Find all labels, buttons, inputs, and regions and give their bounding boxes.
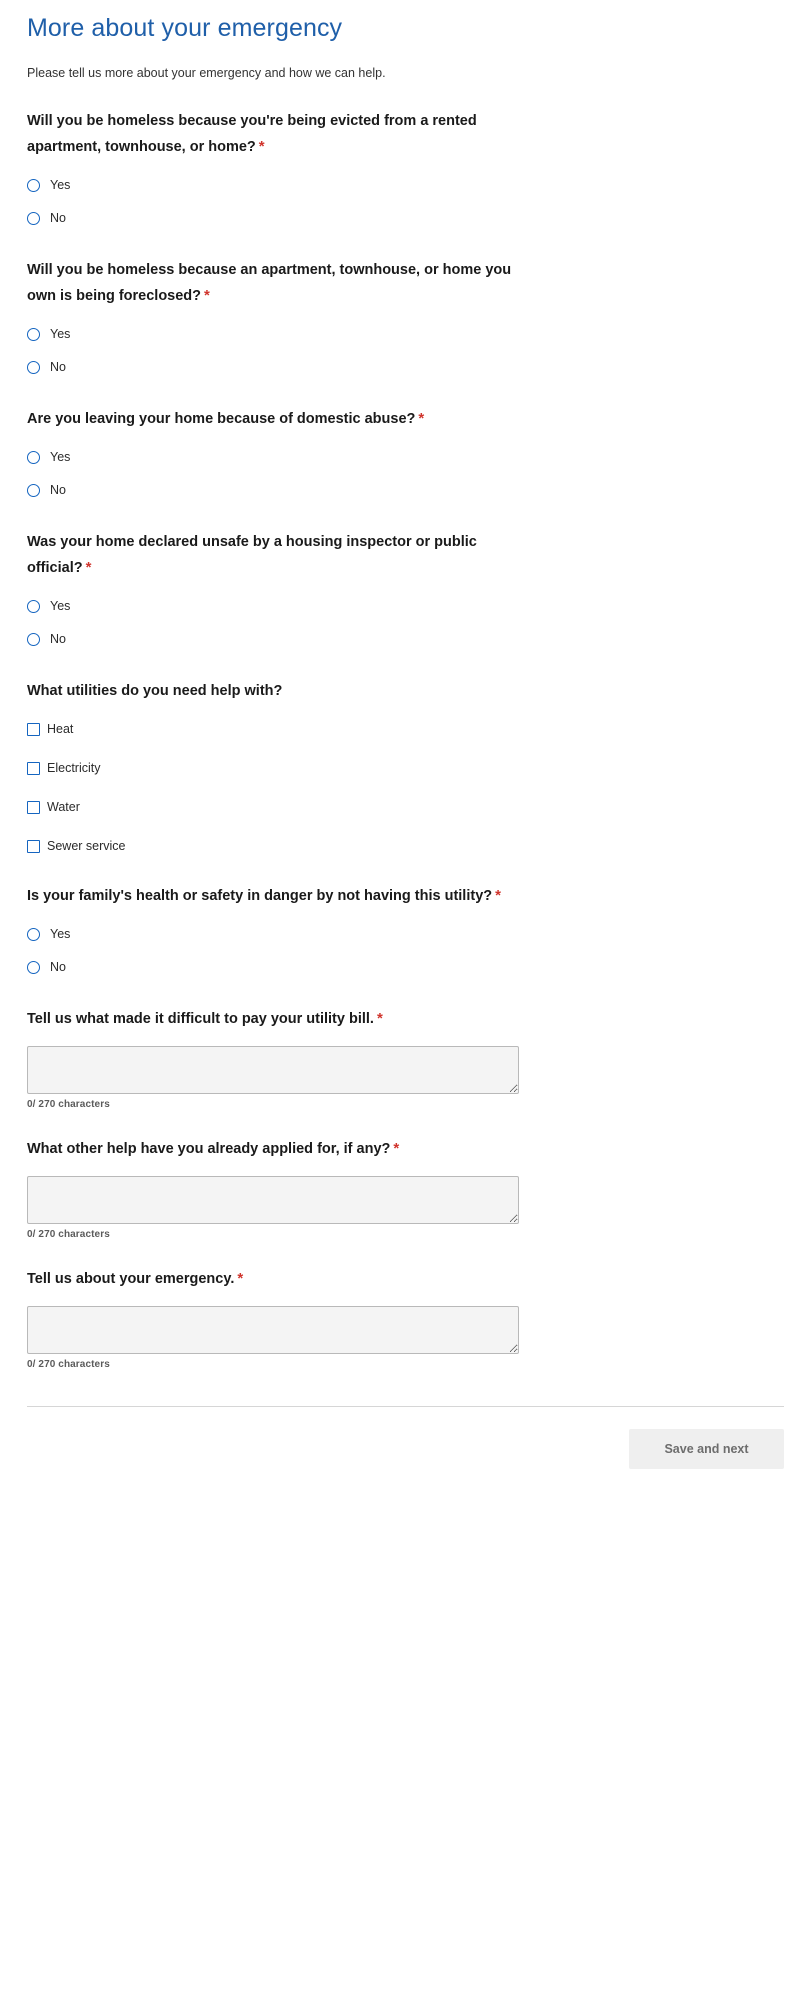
- checkbox-option-label: Sewer service: [47, 839, 126, 853]
- question-label: [27, 257, 517, 309]
- radio-icon[interactable]: [27, 361, 40, 374]
- radio-option-label: No: [50, 211, 66, 225]
- question-label: [27, 678, 517, 704]
- textarea-wrap: [27, 1306, 784, 1370]
- radio-option-yes[interactable]: [27, 593, 784, 619]
- checkbox-option-heat[interactable]: [27, 716, 784, 742]
- about-emergency-textarea[interactable]: [27, 1306, 519, 1354]
- checkbox-icon[interactable]: [27, 801, 40, 814]
- page-intro: Please tell us more about your emergency and how we can help.: [27, 66, 386, 80]
- radio-icon[interactable]: [27, 179, 40, 192]
- save-and-next-button[interactable]: Save and next: [629, 1429, 784, 1469]
- question-text: Is your family's health or safety in danger by not having this utility?: [27, 888, 493, 904]
- radio-icon[interactable]: [27, 928, 40, 941]
- required-marker: *: [418, 410, 425, 427]
- question-label: [27, 1266, 517, 1292]
- radio-group-eviction: [27, 172, 784, 231]
- radio-icon[interactable]: [27, 328, 40, 341]
- checkbox-option-label: Heat: [47, 722, 74, 736]
- required-marker: *: [393, 1140, 400, 1157]
- radio-option-yes[interactable]: [27, 921, 784, 947]
- radio-option-yes[interactable]: [27, 172, 784, 198]
- checkbox-group-utilities: [27, 716, 784, 859]
- question-label: [27, 108, 517, 160]
- radio-icon[interactable]: [27, 484, 40, 497]
- character-counter: 0/ 270 characters: [27, 1359, 110, 1370]
- checkbox-option-label: Electricity: [47, 761, 101, 775]
- question-utilities: [27, 678, 784, 859]
- radio-option-no[interactable]: [27, 626, 784, 652]
- question-other-help: [27, 1136, 784, 1240]
- radio-option-label: Yes: [50, 450, 71, 464]
- question-label: [27, 1006, 517, 1032]
- checkbox-option-sewer-service[interactable]: [27, 833, 784, 859]
- question-home-unsafe: [27, 529, 784, 652]
- page-title: More about your emergency: [27, 14, 343, 42]
- radio-group-domestic-abuse: [27, 444, 784, 503]
- radio-icon[interactable]: [27, 212, 40, 225]
- radio-option-label: Yes: [50, 327, 71, 341]
- question-label: [27, 1136, 517, 1162]
- question-text: Tell us what made it difficult to pay your utility bill.: [27, 1011, 374, 1027]
- question-text: What utilities do you need help with?: [27, 683, 283, 699]
- checkbox-icon[interactable]: [27, 723, 40, 736]
- radio-group-foreclosure: [27, 321, 784, 380]
- checkbox-option-water[interactable]: [27, 794, 784, 820]
- required-marker: *: [495, 887, 501, 904]
- question-label: [27, 529, 517, 581]
- radio-option-label: No: [50, 960, 66, 974]
- character-counter: 0/ 270 characters: [27, 1099, 110, 1110]
- question-label: [27, 406, 517, 432]
- radio-option-label: No: [50, 360, 66, 374]
- character-counter: 0/ 270 characters: [27, 1229, 110, 1240]
- question-foreclosure: [27, 257, 784, 380]
- radio-icon[interactable]: [27, 961, 40, 974]
- radio-option-no[interactable]: [27, 954, 784, 980]
- question-domestic-abuse: [27, 406, 784, 503]
- difficulty-paying-textarea[interactable]: [27, 1046, 519, 1094]
- radio-option-label: Yes: [50, 927, 71, 941]
- checkbox-icon[interactable]: [27, 762, 40, 775]
- radio-option-yes[interactable]: [27, 321, 784, 347]
- radio-option-label: No: [50, 483, 66, 497]
- question-about-emergency: [27, 1266, 784, 1370]
- required-marker: *: [85, 559, 92, 576]
- required-marker: *: [376, 1010, 383, 1027]
- other-help-textarea[interactable]: [27, 1176, 519, 1224]
- radio-icon[interactable]: [27, 451, 40, 464]
- radio-option-label: Yes: [50, 599, 71, 613]
- question-text: What other help have you already applied for, if any?: [27, 1141, 391, 1157]
- radio-group-home-unsafe: [27, 593, 784, 652]
- required-marker: *: [237, 1270, 244, 1287]
- radio-option-no[interactable]: [27, 354, 784, 380]
- radio-icon[interactable]: [27, 600, 40, 613]
- radio-option-yes[interactable]: [27, 444, 784, 470]
- textarea-wrap: [27, 1176, 784, 1240]
- question-text: Tell us about your emergency.: [27, 1271, 235, 1287]
- radio-option-no[interactable]: [27, 477, 784, 503]
- radio-option-no[interactable]: [27, 205, 784, 231]
- radio-group-health-safety-danger: [27, 921, 784, 980]
- textarea-wrap: [27, 1046, 784, 1110]
- checkbox-option-label: Water: [47, 800, 80, 814]
- checkbox-option-electricity[interactable]: [27, 755, 784, 781]
- required-marker: *: [258, 138, 265, 155]
- question-health-safety-danger: [27, 883, 784, 980]
- checkbox-icon[interactable]: [27, 840, 40, 853]
- radio-option-label: Yes: [50, 178, 71, 192]
- question-text: Are you leaving your home because of domestic abuse?: [27, 411, 416, 427]
- question-eviction: [27, 108, 784, 231]
- question-difficulty-paying: [27, 1006, 784, 1110]
- question-text: Will you be homeless because an apartment, townhouse, or home you own is being foreclosed?: [27, 262, 512, 304]
- radio-icon[interactable]: [27, 633, 40, 646]
- question-label: [27, 883, 517, 909]
- form-footer: [0, 1407, 811, 1495]
- radio-option-label: No: [50, 632, 66, 646]
- required-marker: *: [204, 287, 210, 304]
- question-text: Was your home declared unsafe by a housing inspector or public official?: [27, 534, 477, 576]
- question-text: Will you be homeless because you're being evicted from a rented apartment, townhouse, or home?: [27, 113, 477, 155]
